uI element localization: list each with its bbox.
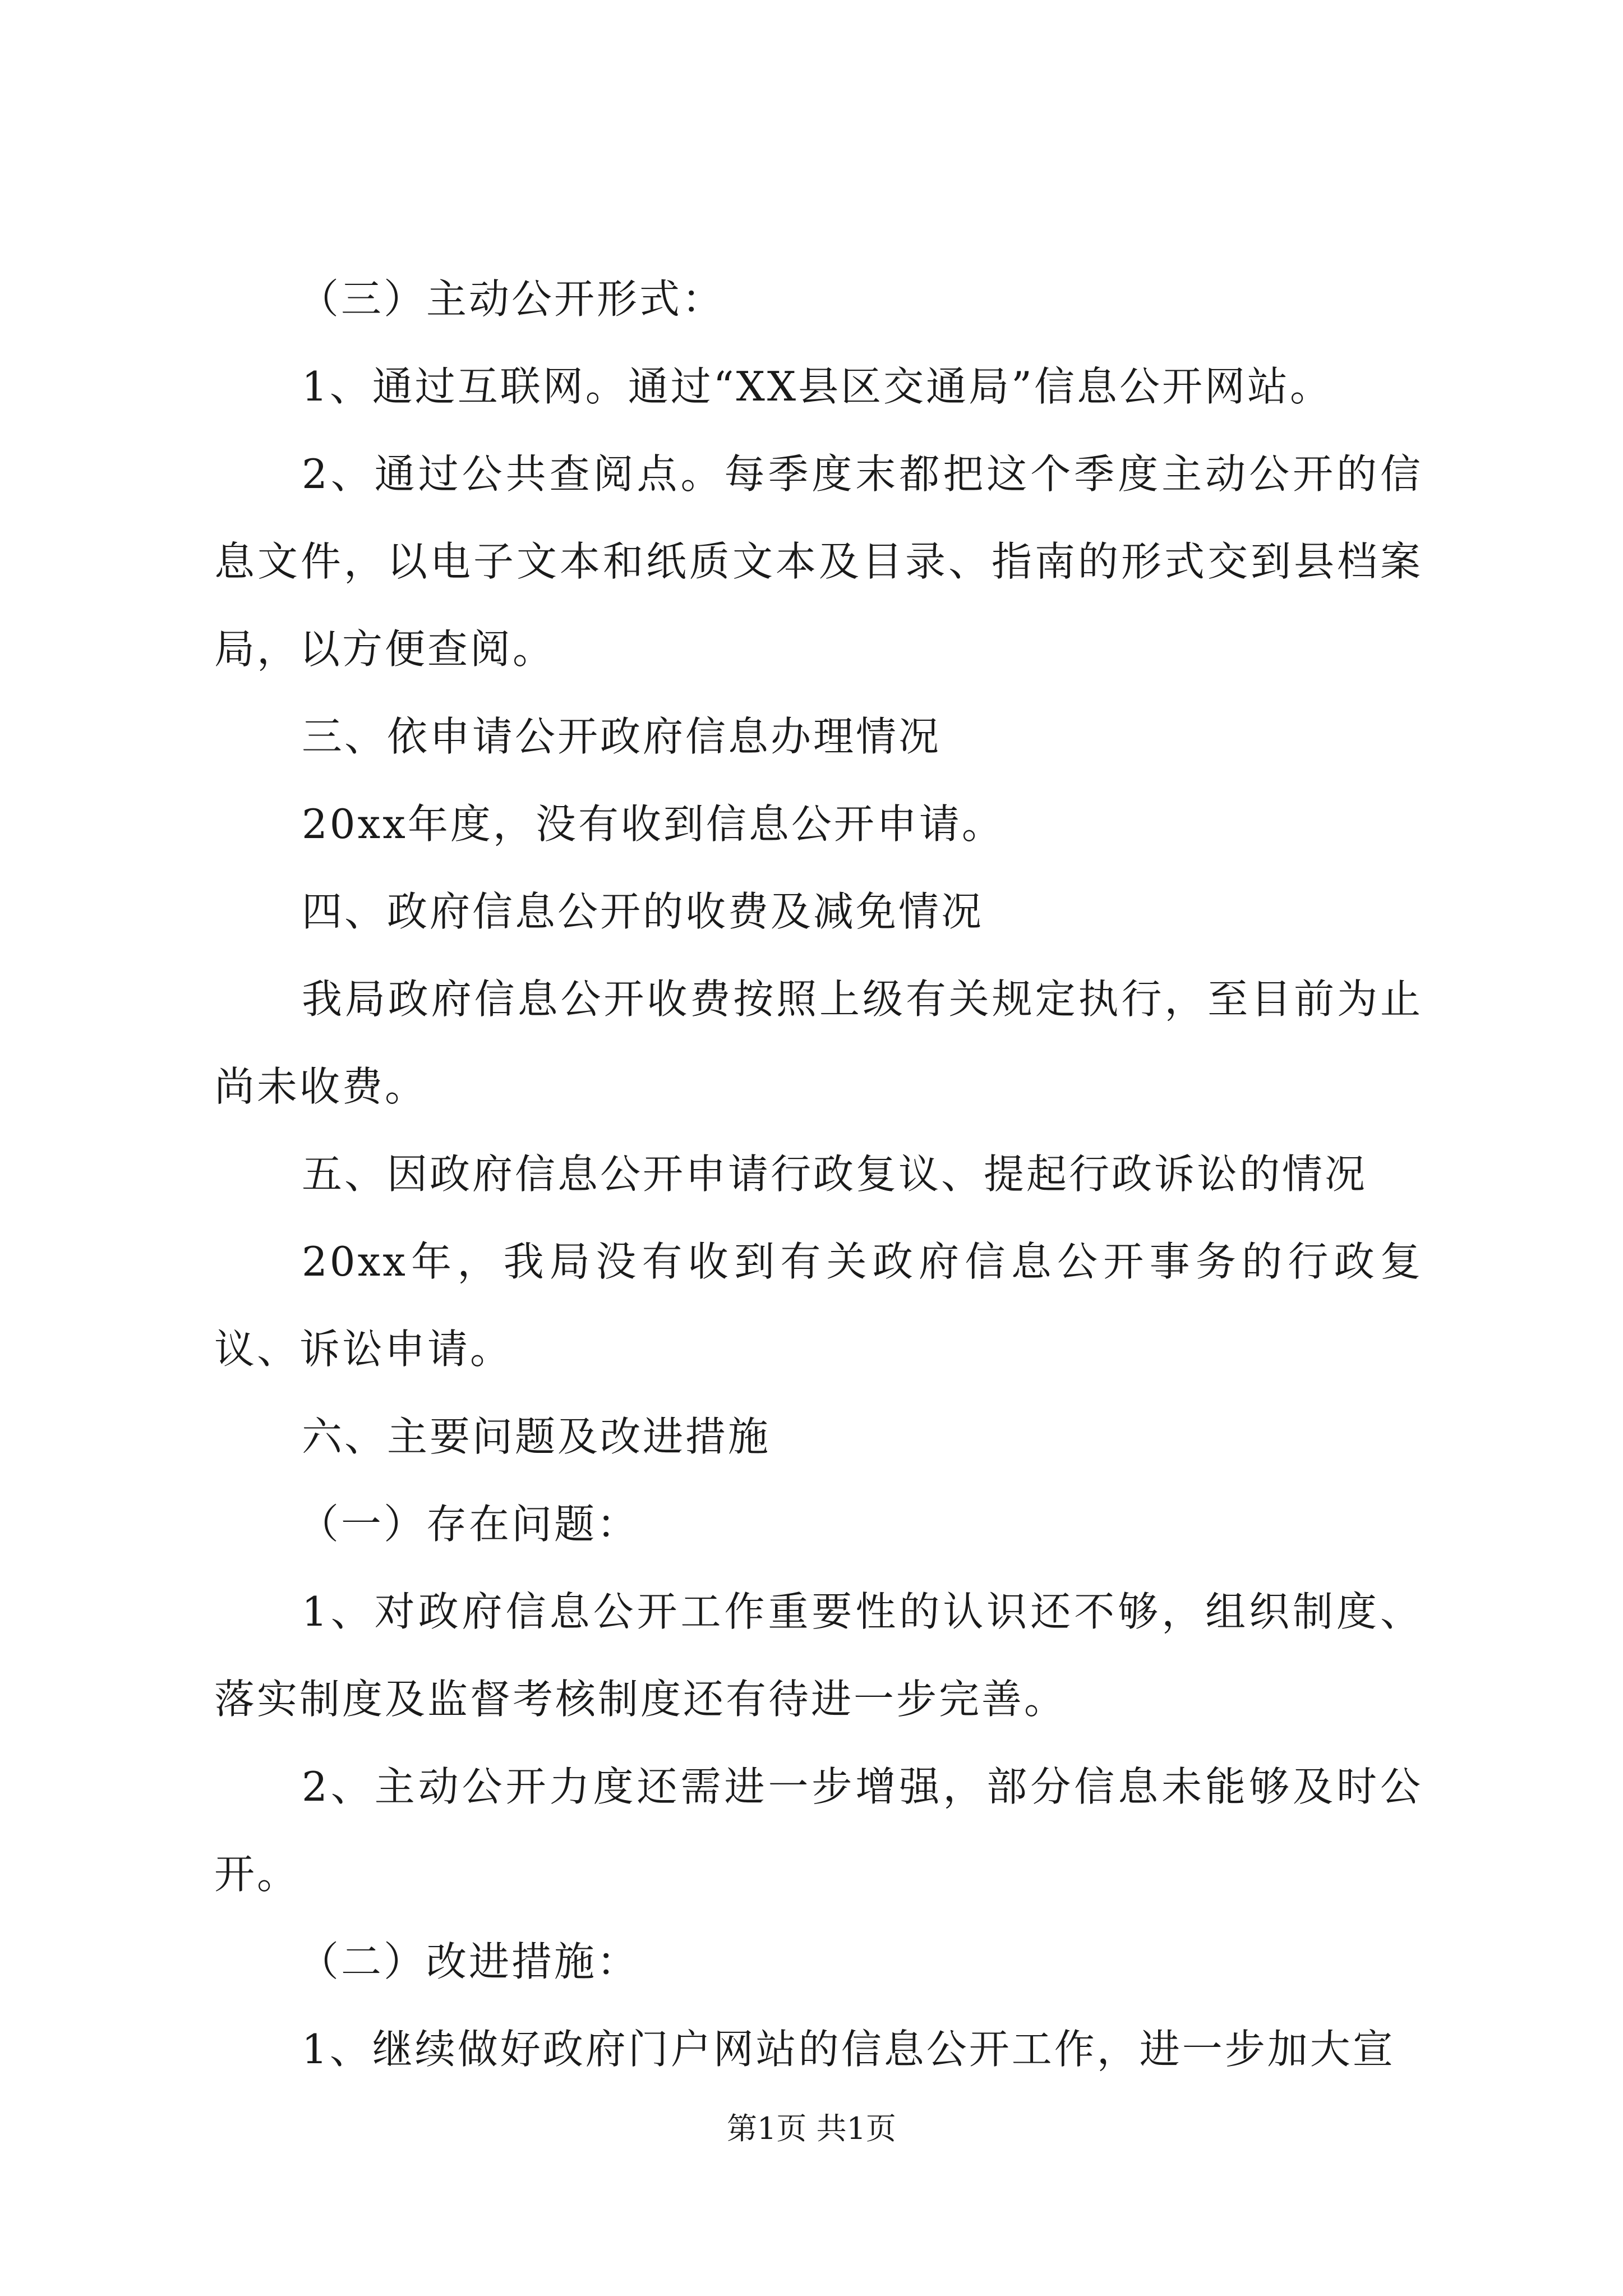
- paragraph-reconsideration: 20xx年，我局没有收到有关政府信息公开事务的行政复议、诉讼申请。: [214, 1238, 1423, 1373]
- section-heading-problems-improvements: 六、主要问题及改进措施: [302, 1413, 771, 1460]
- subheading-improvement-measures: （二）改进措施：: [298, 1938, 640, 1985]
- page-footer: [0, 2109, 1623, 2148]
- paragraph-problem-1: 1、对政府信息公开工作重要性的认识还不够，组织制度、落实制度及监督考核制度还有待进一步完善。: [214, 1588, 1423, 1723]
- section-heading-active-disclosure-forms: （三）主动公开形式：: [298, 275, 725, 323]
- document-body: [214, 255, 1423, 2093]
- page-number-label: 第1页 共1页: [727, 2111, 896, 2146]
- paragraph-internet: 1、通过互联网。通过“XX县区交通局”信息公开网站。: [302, 363, 1332, 410]
- paragraph-public-reading-points: 2、通过公共查阅点。每季度末都把这个季度主动公开的信息文件，以电子文本和纸质文本及目录、指南的形式交到县档案局，以方便查阅。: [214, 450, 1423, 673]
- paragraph-no-applications: 20xx年度，没有收到信息公开申请。: [302, 800, 1004, 848]
- paragraph-problem-2: 2、主动公开力度还需进一步增强，部分信息未能够及时公开。: [214, 1763, 1423, 1898]
- paragraph-fees: 我局政府信息公开收费按照上级有关规定执行，至目前为止尚未收费。: [214, 976, 1423, 1110]
- section-heading-application-disclosure: 三、依申请公开政府信息办理情况: [302, 713, 942, 760]
- section-heading-reconsideration: 五、因政府信息公开申请行政复议、提起行政诉讼的情况: [302, 1151, 1368, 1198]
- paragraph-measure-1: 1、继续做好政府门户网站的信息公开工作，进一步加大宣: [302, 2026, 1395, 2073]
- subheading-existing-problems: （一）存在问题：: [298, 1501, 640, 1548]
- section-heading-fees: 四、政府信息公开的收费及减免情况: [302, 888, 984, 935]
